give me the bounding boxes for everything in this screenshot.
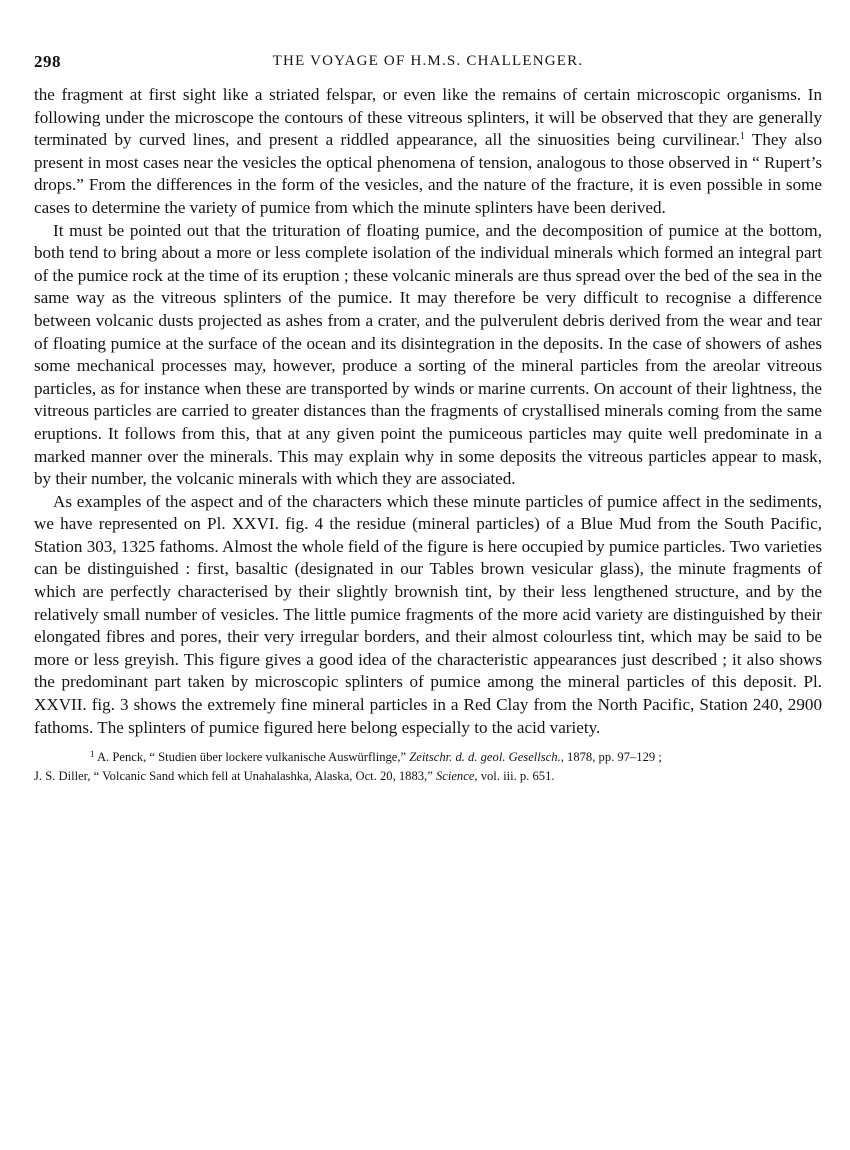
- paragraph-1-text-a: the fragment at first sight like a striated felspar, or even like the remains of certain microscopic organisms. In following under the microscope the contours of these vitreous splinters, it will be observed that they are generally terminated by curved lines, and present a riddled appearance, all the sinuosities being curvilinear.: [34, 85, 822, 150]
- body-text: [34, 84, 822, 739]
- running-title: THE VOYAGE OF H.M.S. CHALLENGER.: [272, 53, 584, 69]
- footnote-text-4: , vol. iii. p. 651.: [474, 769, 555, 784]
- footnotes: [34, 748, 822, 786]
- footnote-text-2: , 1878, pp. 97–129 ;: [560, 750, 662, 765]
- page-number: 298: [34, 52, 61, 71]
- paragraph-3: As examples of the aspect and of the characters which these minute particles of pumice affect in the sediments, we have represented on Pl. XXVI. fig. 4 the residue (mineral particles) of a Blue Mud from the South Pacific, Station 303, 1325 fathoms. Almost the whole field of the figure is here occupied by pumice particles. Two varieties can be distinguished : first, basaltic (designated in our Tables brown vesicular glass), the minute fragments of which are perfectly characterised by their slightly brownish tint, by their less lengthened structure, and by the relatively small number of vesicles. The little pumice fragments of the more acid variety are distinguished by their elongated fibres and pores, their very irregular borders, and their almost colourless tint, which may be said to be more or less greyish. This figure gives a good idea of the characteristic appearances just described ; it also shows the predominant part taken by microscopic splinters of pumice among the mineral particles of this deposit. Pl. XXVII. fig. 3 shows the extremely fine mineral particles in a Red Clay from the North Pacific, Station 240, 2900 fathoms. The splinters of pumice figured here belong especially to the acid variety.: [34, 491, 822, 737]
- footnote-reference: 1: [739, 131, 745, 143]
- footnote-text-3: J. S. Diller, “ Volcanic Sand which fell at Unahalashka, Alaska, Oct. 20, 1883,”: [34, 769, 436, 784]
- footnote-text-1: A. Penck, “ Studien über lockere vulkanische Auswürflinge,”: [94, 750, 410, 765]
- footnote-mark: 1: [90, 749, 95, 760]
- footnote-journal-2: Science: [435, 769, 475, 784]
- paragraph-1-text-b: They also present in most cases near the vesicles the optical phenomena of tension, analogous to those observed in “ Rupert’s drops.” From the differences in the form of the vesicles, and the nature of the fracture, it is even possible in some cases to determine the variety of pumice from which the minute splinters have been derived.: [34, 130, 822, 217]
- paragraph-1: [34, 84, 822, 220]
- running-head: [34, 52, 822, 84]
- footnote-1-line-1: [34, 748, 822, 767]
- footnote-1-line-2: [34, 767, 822, 786]
- footnote-journal-1: Zeitschr. d. d. geol. Gesellsch.: [409, 750, 561, 765]
- paragraph-2: It must be pointed out that the trituration of floating pumice, and the decomposition of pumice at the bottom, both tend to bring about a more or less complete isolation of the individual minerals which formed an integral part of the pumice rock at the time of its eruption ; these volcanic minerals are thus spread over the bed of the sea in the same way as the vitreous splinters of the pumice. It may therefore be very difficult to recognise a difference between volcanic dusts projected as ashes from a crater, and the pulverulent debris derived from the wear and tear of floating pumice at the surface of the ocean and its disintegration in the deposits. In the case of showers of ashes some mechanical processes may, however, produce a sorting of the mineral particles from the areolar vitreous particles, as for instance when these are transported by winds or marine currents. On account of their lightness, the vitreous particles are carried to greater distances than the fragments of crystallised minerals coming from the same eruptions. It follows from this, that at any given point the pumiceous particles may quite well predominate in a marked manner over the minerals. This may explain why in some deposits the vitreous particles appear to mask, by their number, the volcanic minerals with which they are associated.: [34, 220, 822, 489]
- book-page: [34, 52, 822, 786]
